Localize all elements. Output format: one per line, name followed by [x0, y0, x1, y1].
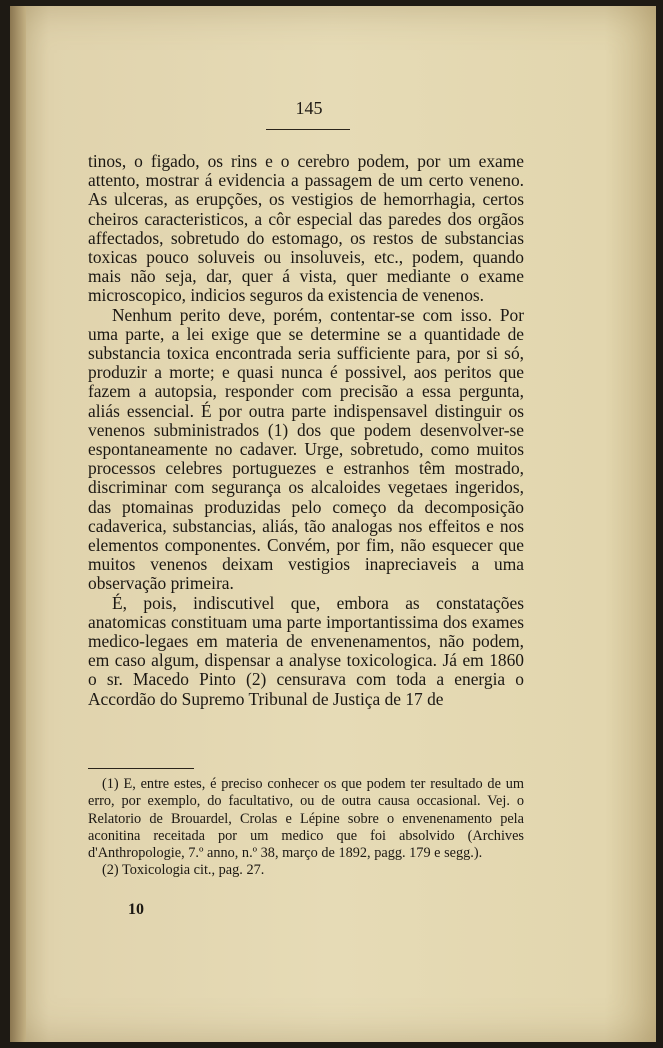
paragraph: tinos, o figado, os rins e o cerebro podem, por um exame attento, mostrar á evidencia a passagem de um certo veneno. As ulceras, as erupções, os vestigios de hemorrhagia, certos cheiros caracteristicos, a côr especial das paredes dos orgãos affectados, sobretudo do estomago, os restos de substancias toxicas pouco soluveis ou insoluveis, etc., podem, quando mais não seja, dar, quer á vista, quer mediante o exame microscopico, indicios seguros da existencia de venenos.: [88, 151, 524, 306]
paragraph: É, pois, indiscutivel que, embora as constatações anatomicas constituam uma parte importantissima dos exames medico-legaes em materia de envenenamentos, não podem, em caso algum, dispensar a analyse toxicologica. Já em 1860 o sr. Macedo Pinto (2) censurava com toda a energia o Accordão do Supremo Tribunal de Justiça de 17 de: [88, 592, 524, 709]
paragraph: Nenhum perito deve, porém, contentar-se com isso. Por uma parte, a lei exige que se determine se a quantidade de substancia toxica encontrada seria sufficiente para, por si só, produzir a morte; e quasi nunca é possivel, aos peritos que fazem a autopsia, responder com precisão a essa pergunta, aliás essencial. É por outra parte indispensavel distinguir os venenos subministrados (1) dos que podem desenvolver-se espontaneamente no cadaver. Urge, sobretudo, como muitos processos celebres portuguezes e estranhos têm mostrado, discriminar com segurança os alcaloides vegetaes ingeridos, das ptomainas produzidas pelo começo da decomposição cadaverica, substancias, aliás, tão analogas nos effeitos e nos elementos componentes. Convém, por fim, não esquecer que muitos venenos deixam vestigios inapreciaveis a uma observação primeira.: [88, 304, 524, 594]
footnotes: [88, 776, 524, 880]
footnote: (1) E, entre estes, é preciso conhecer os que podem ter resultado de um erro, por exemplo, do facultativo, ou de outra causa occasional. Vej. o Relatorio de Brouardel, Crolas e Lépine sobre o envenenamento pela aconitina receitada por um medico que foi absolvido (Archives d'Anthropologie, 7.º anno, n.º 38, março de 1892, pagg. 179 e segg.).: [88, 776, 524, 862]
book-page: [10, 6, 656, 1042]
footnote: (2) Toxicologia cit., pag. 27.: [102, 862, 265, 879]
page-spine-shadow: [10, 6, 26, 1042]
signature-mark: 10: [128, 901, 144, 918]
page-number: 145: [295, 98, 323, 118]
body-text: [88, 152, 524, 709]
footnote-rule: [88, 768, 194, 769]
header-rule: [266, 129, 350, 130]
